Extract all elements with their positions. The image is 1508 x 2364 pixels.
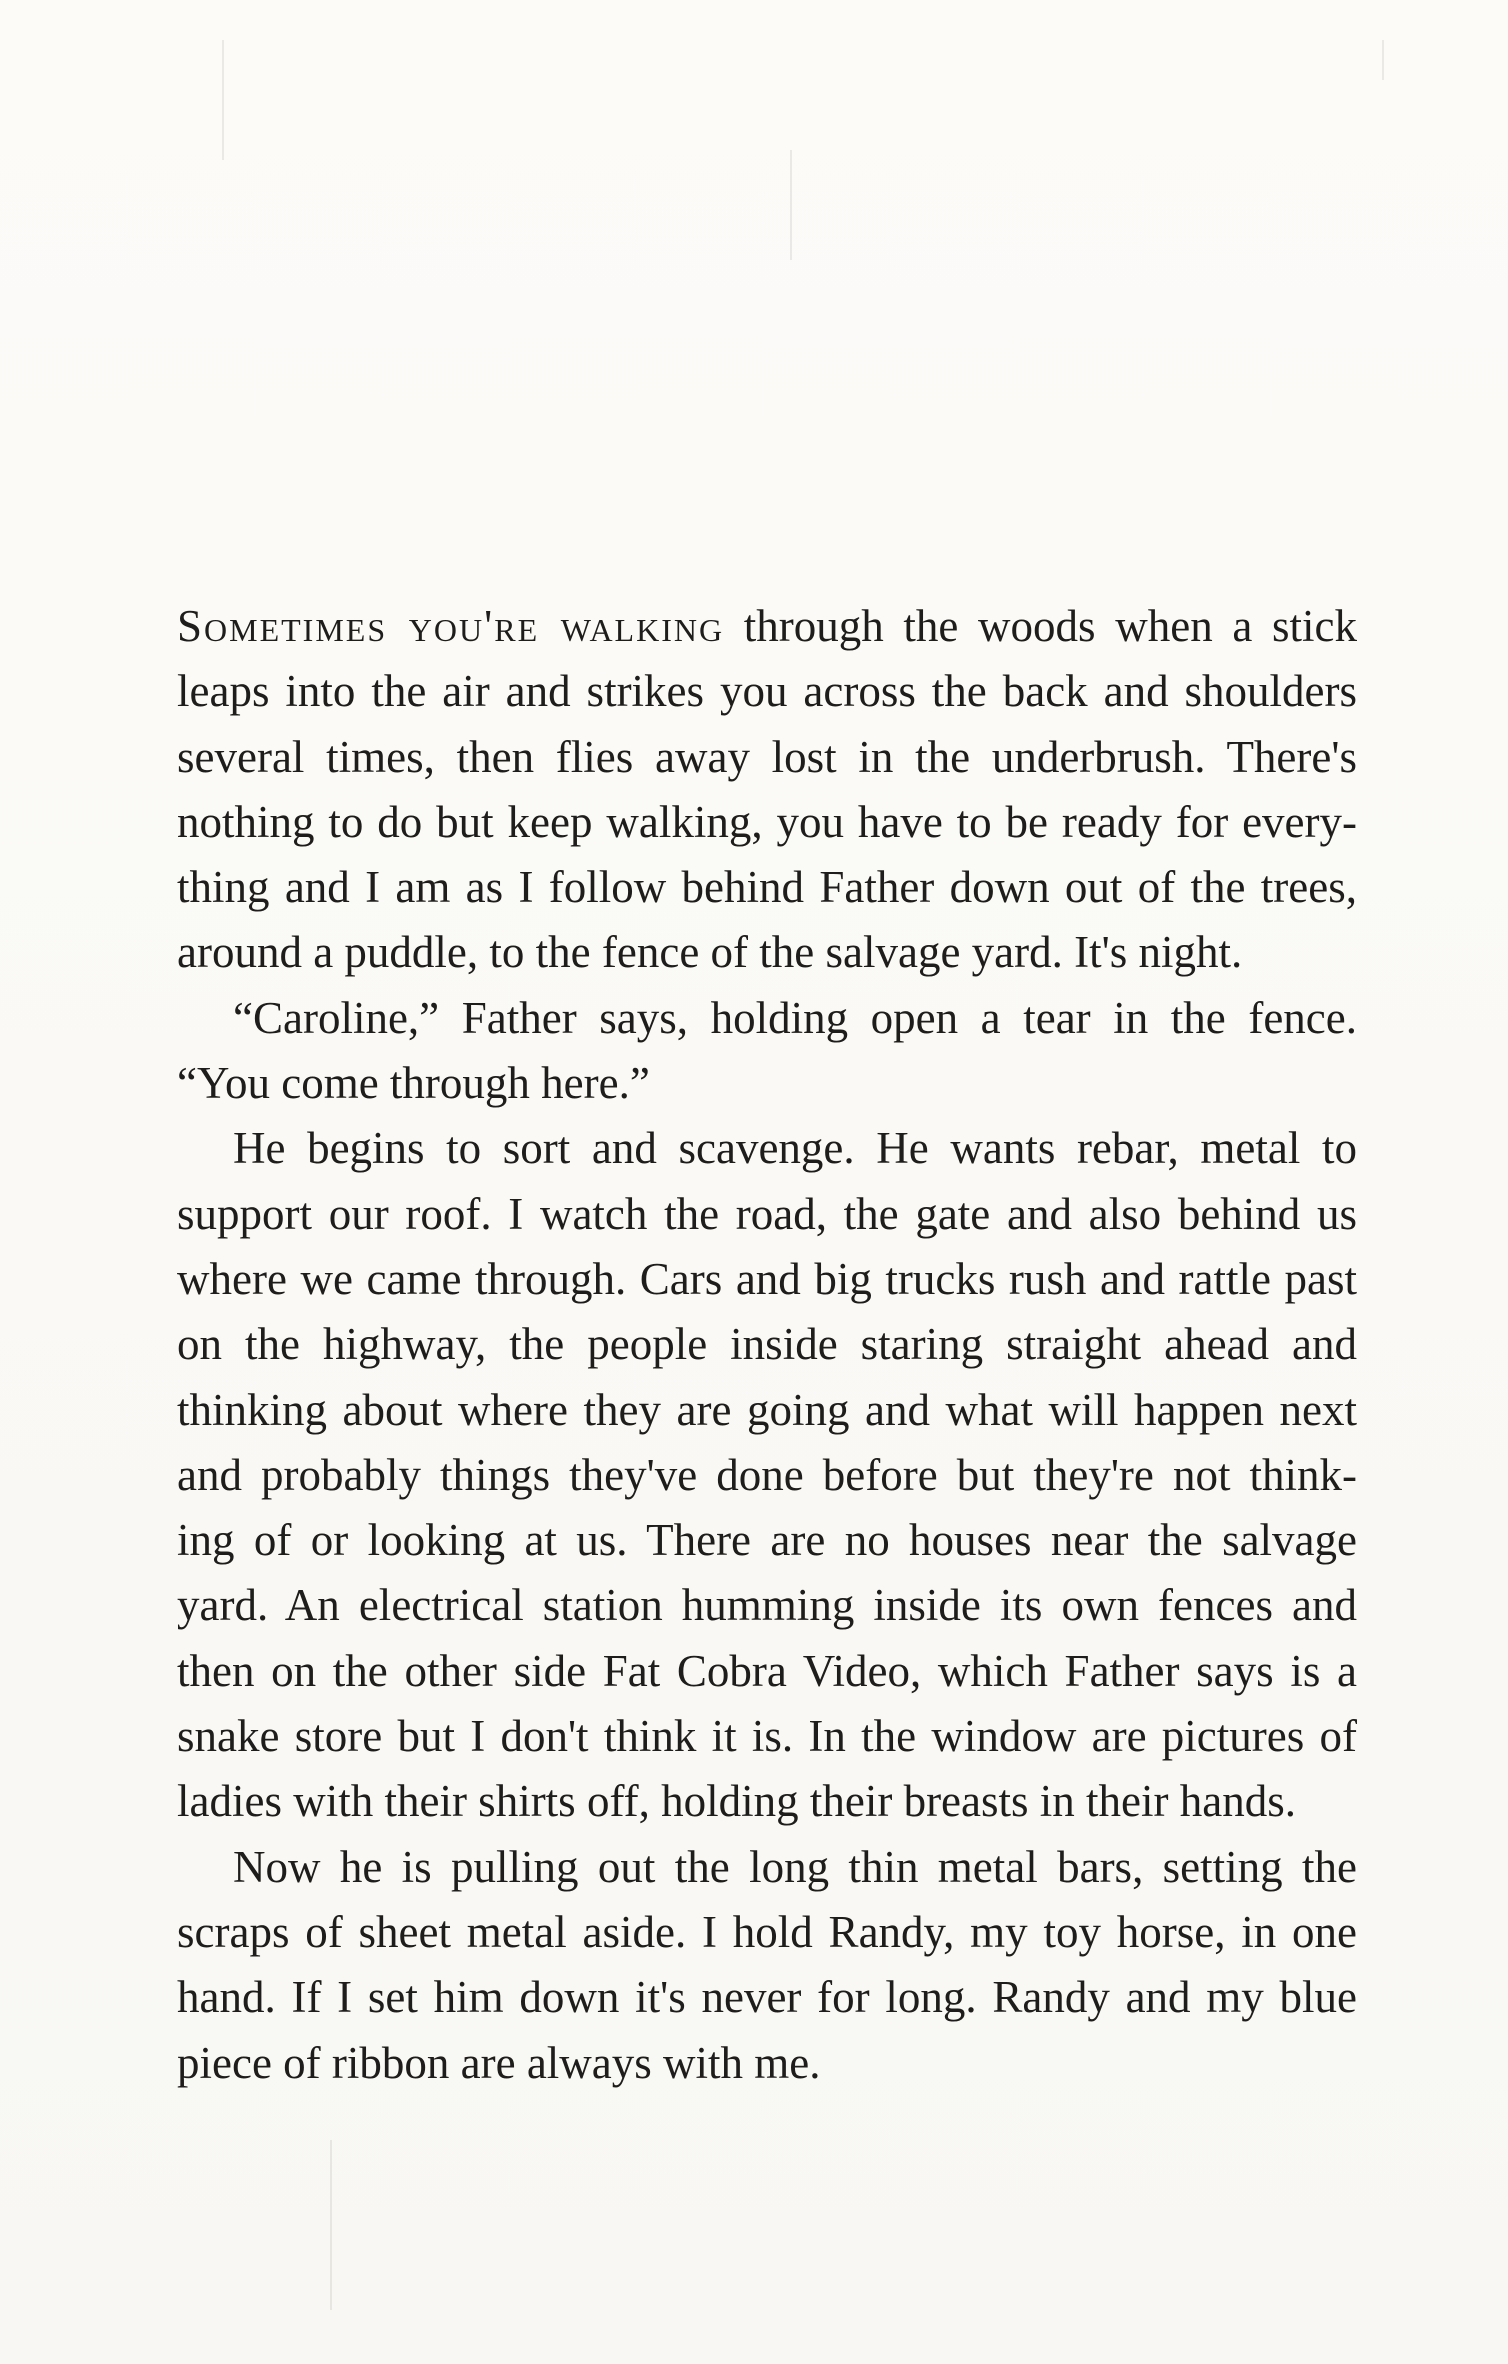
- text-line: “Caroline,” Father says, holding open a tear in the fence.: [233, 992, 1357, 1043]
- scan-mark: [1382, 40, 1384, 80]
- lead-in-smallcaps: Sometimes you're walking: [177, 601, 725, 651]
- text-line: ing of or looking at us. There are no houses near the salvage: [177, 1515, 1357, 1566]
- text-line: on the highway, the people inside staring straight ahead and: [177, 1319, 1357, 1370]
- text-line: and probably things they've done before but they're not think-: [177, 1449, 1357, 1500]
- text-line: ladies with their shirts off, holding their breasts in their hands.: [177, 1776, 1296, 1827]
- text-line: several times, then flies away lost in the underbrush. There's: [177, 731, 1357, 782]
- text-line: leaps into the air and strikes you across the back and shoulders: [177, 666, 1357, 717]
- scan-mark: [330, 2140, 332, 2310]
- text-line: Now he is pulling out the long thin metal bars, setting the: [233, 1841, 1357, 1892]
- text-line: support our roof. I watch the road, the gate and also behind us: [177, 1188, 1357, 1239]
- text-line: “You come through here.”: [177, 1058, 650, 1109]
- text-line: scraps of sheet metal aside. I hold Randy, my toy horse, in one: [177, 1906, 1357, 1957]
- body-text: [177, 594, 1357, 2096]
- text-line: He begins to sort and scavenge. He wants rebar, metal to: [233, 1123, 1357, 1174]
- text-line: around a puddle, to the fence of the salvage yard. It's night.: [177, 927, 1243, 978]
- text-line: then on the other side Fat Cobra Video, which Father says is a: [177, 1645, 1357, 1696]
- text-line: piece of ribbon are always with me.: [177, 2037, 821, 2088]
- text-line: hand. If I set him down it's never for long. Randy and my blue: [177, 1972, 1357, 2023]
- text-line: thing and I am as I follow behind Father down out of the trees,: [177, 862, 1357, 913]
- scan-mark: [222, 40, 224, 160]
- text-line: Sometimes you're walking through the woods when a stick: [177, 601, 1357, 651]
- scan-mark: [790, 150, 792, 260]
- text-line: where we came through. Cars and big trucks rush and rattle past: [177, 1253, 1357, 1304]
- text-line: snake store but I don't think it is. In the window are pictures of: [177, 1711, 1357, 1762]
- text-line: yard. An electrical station humming inside its own fences and: [177, 1580, 1357, 1631]
- text-line: thinking about where they are going and what will happen next: [177, 1384, 1357, 1435]
- text-line: nothing to do but keep walking, you have to be ready for every-: [177, 796, 1357, 847]
